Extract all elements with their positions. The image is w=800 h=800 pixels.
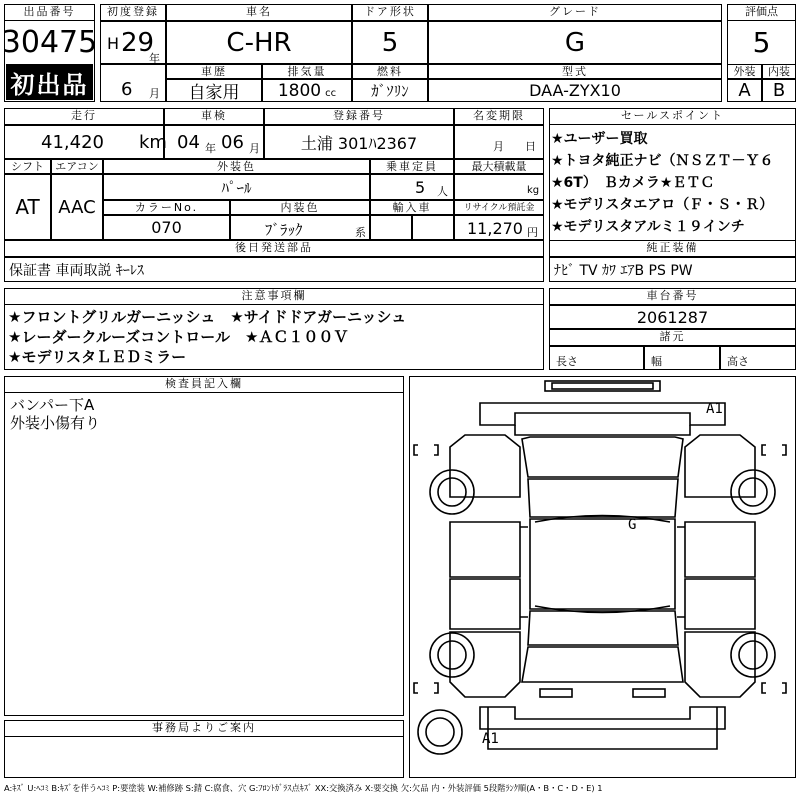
name-change-label: 名変期限 xyxy=(454,108,544,125)
mileage-cell xyxy=(4,125,167,159)
model-code-label: 型式 xyxy=(428,64,722,79)
car-name-label: 車名 xyxy=(166,4,352,21)
shift-label: シフト xyxy=(4,159,51,174)
plate-label: 登録番号 xyxy=(264,108,454,125)
chassis-value: 2061287 xyxy=(549,305,796,329)
dimension-width-label: 幅 xyxy=(651,355,662,368)
shift-value: AT xyxy=(4,174,51,240)
inspection-year: 04 xyxy=(177,132,200,153)
ext-grade-value: A xyxy=(727,79,762,102)
later-items-value: 保証書 車両取説 ｷｰﾚｽ xyxy=(4,257,544,282)
max-load-unit: kg xyxy=(527,185,540,196)
sales-point-line: ★トヨタ純正ナビ（ＮＳＺＴ－Ｙ６ xyxy=(551,153,774,169)
capacity-label: 乗車定員 xyxy=(370,159,454,174)
aircon-value: AAC xyxy=(51,174,103,240)
car-diagram-panel xyxy=(409,376,796,778)
first-reg-month: 6 xyxy=(121,79,133,100)
history-value: 自家用 xyxy=(166,79,262,102)
aircon-label: エアコン xyxy=(51,159,103,174)
legend-text: A:ｷｽﾞ U:ﾍｺﾐ B:ｷｽﾞを伴うﾍｺﾐ P:要塗装 W:補修跡 S:錆 C:腐食、穴 G:ﾌﾛﾝﾄｶﾞﾗｽ点ｷｽﾞ XX:交換済み X:要交換 欠:欠品 内・外装評価 5段階ﾗﾝｸ順(A・B・C・D・E) 1 xyxy=(4,783,603,793)
inspector-note: 外装小傷有り xyxy=(10,414,101,432)
displacement-unit: cc xyxy=(325,88,337,99)
first-reg-year: 29 xyxy=(121,28,155,58)
sales-point-line: ★モデリスタアルミ１９インチ xyxy=(551,219,745,235)
inspector-note: バンパー下A xyxy=(10,396,95,414)
capacity-value: 5 xyxy=(415,178,426,197)
damage-mark-roof: G xyxy=(628,517,637,533)
damage-mark-front: A1 xyxy=(706,401,723,417)
dimension-height-cell xyxy=(720,346,796,370)
displacement-label: 排気量 xyxy=(262,64,352,79)
mileage-unit: km xyxy=(139,132,167,153)
first-reg-month-cell xyxy=(100,64,166,102)
dimension-length-label: 長さ xyxy=(556,355,578,368)
displacement-value: 1800 xyxy=(277,80,322,101)
lot-label: 出品番号 xyxy=(4,4,95,21)
dimensions-label: 諸元 xyxy=(549,329,796,346)
int-grade-value: B xyxy=(762,79,796,102)
max-load-label: 最大積載量 xyxy=(454,159,544,174)
int-color-label: 内装色 xyxy=(230,200,370,215)
mileage-value: 41,420 xyxy=(41,132,104,153)
dimension-width-cell xyxy=(644,346,720,370)
doors-label: ドア形状 xyxy=(352,4,428,21)
sales-point-line: ★6T） Ｂカメラ★ＥＴＣ xyxy=(551,175,715,191)
displacement-cell xyxy=(262,79,352,102)
sales-points-label: セールスポイント xyxy=(549,108,796,125)
sales-point-line: ★モデリスタエアロ（Ｆ・Ｓ・Ｒ） xyxy=(551,197,774,213)
recycle-value: 11,270 xyxy=(467,219,523,238)
inspection-month-unit: 月 xyxy=(249,142,260,155)
name-change-day-unit: 日 xyxy=(525,140,536,153)
max-load-cell xyxy=(454,174,544,200)
model-code-value: DAA-ZYX10 xyxy=(428,79,722,102)
chassis-label: 車台番号 xyxy=(549,288,796,305)
first-listing-badge: 初出品 xyxy=(6,64,93,100)
inspection-label: 車検 xyxy=(164,108,264,125)
inspector-label: 検査員記入欄 xyxy=(4,376,404,393)
inspection-cell xyxy=(164,125,264,159)
recycle-unit: 円 xyxy=(527,226,538,239)
history-label: 車歴 xyxy=(166,64,262,79)
lot-number: 30475 xyxy=(1,24,98,60)
score-value: 5 xyxy=(752,26,771,59)
capacity-cell xyxy=(370,174,454,200)
name-change-cell xyxy=(454,125,544,159)
recycle-cell xyxy=(454,215,544,240)
import-label: 輸入車 xyxy=(370,200,454,215)
caution-line: ★モデリスタＬＥＤミラー xyxy=(8,348,187,366)
fuel-label: 燃料 xyxy=(352,64,428,79)
office-label: 事務局よりご案内 xyxy=(4,720,404,737)
first-reg-month-unit: 月 xyxy=(149,87,160,100)
dimension-length-cell xyxy=(549,346,644,370)
capacity-unit: 人 xyxy=(437,185,448,198)
cautions-label: 注意事項欄 xyxy=(4,288,544,305)
import-cell-b xyxy=(412,215,454,240)
inspection-month: 06 xyxy=(221,132,244,153)
first-reg-label: 初度登録 xyxy=(100,4,166,21)
sales-point-line: ★ユーザー買取 xyxy=(551,131,648,147)
mileage-label: 走行 xyxy=(4,108,164,125)
int-color-cell xyxy=(230,215,370,240)
ext-color-label: 外装色 xyxy=(103,159,370,174)
ext-color-value: ﾊﾟｰﾙ xyxy=(103,174,370,200)
int-color-suffix: 系 xyxy=(355,226,366,239)
damage-mark-rear: A1 xyxy=(482,731,499,747)
int-color-value: ﾌﾞﾗｯｸ xyxy=(265,221,303,239)
ext-grade-label: 外装 xyxy=(727,64,762,79)
doors-value: 5 xyxy=(352,21,428,64)
inspection-year-unit: 年 xyxy=(205,142,216,155)
car-outline-diagram xyxy=(410,377,794,776)
first-reg-year-unit: 年 xyxy=(149,52,160,65)
first-reg-year-cell xyxy=(100,21,166,64)
recycle-label: リサイクル預託金 xyxy=(454,200,544,215)
plate-value: 土浦 301ﾊ2367 xyxy=(264,125,454,159)
int-grade-label: 内装 xyxy=(762,64,796,79)
score-label: 評価点 xyxy=(727,4,796,21)
first-reg-era: H xyxy=(107,34,120,53)
fuel-value: ｶﾞｿﾘﾝ xyxy=(352,79,428,102)
later-items-label: 後日発送部品 xyxy=(4,240,544,257)
caution-line: ★レーダークルーズコントロール ★ＡＣ１００Ｖ xyxy=(8,328,349,346)
std-equipment-value: ﾅﾋﾞ TV ｶﾜ ｴｱB PS PW xyxy=(549,257,796,282)
caution-line: ★フロントグリルガーニッシュ ★サイドドアガーニッシュ xyxy=(8,308,407,326)
std-equipment-label: 純正装備 xyxy=(549,240,796,257)
car-name-value: C-HR xyxy=(166,21,352,64)
import-cell-a xyxy=(370,215,412,240)
color-no-label: カラーNo. xyxy=(103,200,230,215)
grade-value: G xyxy=(428,21,722,64)
name-change-month-unit: 月 xyxy=(493,140,504,153)
grade-label: グレード xyxy=(428,4,722,21)
color-no-value: 070 xyxy=(103,215,230,240)
dimension-height-label: 高さ xyxy=(727,355,749,368)
